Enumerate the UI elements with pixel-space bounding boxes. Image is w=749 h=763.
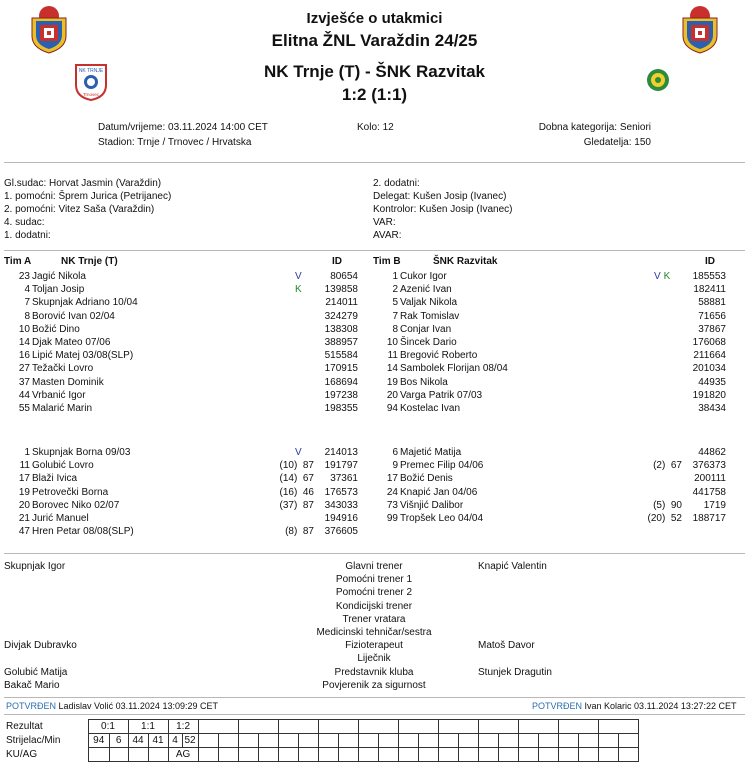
player-row (0, 310, 749, 323)
divider (4, 553, 745, 554)
player-number: 94 (386, 403, 398, 414)
player-name: Borovec Niko 02/07 (32, 499, 120, 511)
divider (4, 714, 745, 715)
player-row (0, 472, 749, 485)
staff-role: Liječnik (357, 653, 391, 665)
substitution-info: (14) 67 (279, 473, 314, 485)
player-number: 23 (18, 271, 30, 282)
team-b-name: ŠNK Razvitak (433, 256, 498, 267)
score-cell: 1:2 (168, 720, 198, 734)
player-id: 80654 (330, 271, 358, 282)
player-row (0, 296, 749, 309)
goalkeeper-badge: V (295, 271, 302, 282)
player-number: 19 (386, 376, 398, 388)
staff-role: Glavni trener (345, 561, 403, 572)
ku-cell: AG (168, 748, 198, 762)
official-line: 1. pomoćni: Šprem Jurica (Petrijanec) (4, 191, 172, 202)
player-name: Majetić Matija (400, 447, 462, 458)
player-name: Težački Lovro (32, 363, 94, 375)
staff-name: Golubić Matija (4, 667, 68, 678)
ku-row-label: KU/AG (6, 748, 38, 760)
player-number: 1 (392, 271, 398, 282)
player-id: 176573 (324, 486, 358, 498)
player-name: Cukor Igor (400, 271, 447, 282)
player-number: 11 (387, 350, 398, 362)
player-id: 182411 (693, 284, 726, 296)
player-number: 4 (24, 284, 30, 296)
scorer-min: 52 (182, 734, 198, 748)
score-cell: 0:1 (88, 720, 128, 734)
player-name: Djak Mateo 07/06 (32, 337, 111, 348)
player-id: 343033 (324, 499, 358, 511)
player-name: Golubić Lovro (32, 460, 94, 472)
ku-cell (109, 748, 128, 762)
ku-cell (148, 748, 168, 762)
player-id: 191820 (692, 389, 726, 401)
player-name: Borović Ivan 02/04 (32, 310, 115, 322)
player-id: 376373 (692, 460, 726, 472)
scorer-cell: 94 (88, 734, 109, 748)
official-line: VAR: (373, 217, 396, 228)
player-name: Premec Filip 04/06 (400, 460, 484, 472)
player-row (0, 349, 749, 362)
divider (4, 162, 745, 163)
player-number: 37 (18, 376, 30, 388)
staff-role: Pomoćni trener 2 (335, 587, 413, 599)
player-name: Rak Tomislav (400, 310, 460, 322)
player-row (0, 402, 749, 415)
player-number: 24 (386, 486, 398, 498)
player-number: 8 (392, 323, 398, 335)
player-name: Kostelac Ivan (400, 403, 461, 414)
player-name: Petrovečki Borna (32, 486, 109, 498)
player-row (0, 512, 749, 525)
player-number: 7 (392, 310, 398, 322)
player-name: Skupnjak Borna 09/03 (32, 447, 131, 458)
substitution-info: (16) 46 (279, 486, 314, 498)
official-line: 2. pomoćni: Vitez Saša (Varaždin) (4, 204, 155, 215)
player-number: 47 (18, 526, 30, 538)
player-name: Sambolek Florijan 08/04 (400, 363, 508, 375)
player-number: 55 (18, 403, 30, 414)
scorer-row-label: Strijelac/Min (6, 734, 61, 746)
scorer-min: 6 (109, 734, 128, 748)
player-name: Conjar Ivan (400, 323, 452, 335)
player-name: Toljan Josip (32, 284, 85, 296)
player-id: 441758 (692, 486, 726, 498)
player-number: 5 (392, 297, 398, 309)
player-name: Bos Nikola (400, 376, 448, 388)
staff-name: Divjak Dubravko (4, 640, 77, 651)
confirm-right (532, 701, 736, 711)
player-id: 188717 (692, 513, 726, 524)
ku-cell (128, 748, 148, 762)
scorer-cell: 4 (168, 734, 182, 748)
player-row (0, 525, 749, 538)
staff-name: Matoš Davor (478, 640, 535, 651)
substitution-info: (5) 90 (653, 499, 682, 511)
official-line: AVAR: (373, 230, 402, 241)
confirm-right-label: POTVRĐEN (532, 701, 583, 711)
official-line: Kontrolor: Kušen Josip (Ivanec) (373, 204, 513, 215)
player-id: 37867 (698, 323, 726, 335)
player-number: 7 (24, 297, 30, 309)
divider (4, 697, 745, 698)
player-id: 515584 (324, 350, 358, 362)
player-name: Blaži Ivica (32, 473, 78, 485)
match-stadium: Stadion: Trnje / Trnovec / Hrvatska (98, 137, 252, 148)
staff-role: Fizioterapeut (345, 640, 403, 652)
player-number: 44 (18, 389, 30, 401)
score-row-label: Rezultat (6, 720, 43, 732)
score-table (4, 719, 639, 762)
player-row (0, 283, 749, 296)
confirm-right-text: Ivan Kolaric 03.11.2024 13:27:22 CET (584, 701, 737, 711)
player-name: Jagić Nikola (32, 271, 86, 282)
player-id: 194916 (324, 513, 358, 524)
confirm-left (6, 701, 218, 711)
player-id: 197238 (324, 389, 358, 401)
player-name: Šincek Dario (400, 337, 457, 348)
player-row (0, 446, 749, 459)
player-name: Valjak Nikola (400, 297, 458, 309)
team-a-crest-label: NK TRNJE (78, 68, 104, 74)
player-number: 11 (19, 460, 30, 472)
player-row (0, 459, 749, 472)
player-number: 17 (18, 473, 30, 485)
official-line: Gl.sudac: Horvat Jasmin (Varaždin) (4, 178, 162, 189)
doc-title: Izvješće o utakmici (306, 10, 443, 27)
player-id: 324279 (324, 310, 358, 322)
substitution-info: (10) 87 (279, 460, 314, 472)
player-number: 1 (24, 447, 30, 458)
player-name: Malarić Marin (32, 403, 93, 414)
player-number: 9 (392, 460, 398, 472)
player-id: 71656 (698, 310, 726, 322)
match-datetime: Datum/vrijeme: 03.11.2024 14:00 CET (98, 122, 268, 133)
player-number: 14 (386, 363, 398, 375)
player-id: 1719 (703, 499, 726, 511)
player-name: Lipić Matej 03/08(SLP) (32, 350, 134, 362)
player-row (0, 270, 749, 283)
player-id: 170915 (324, 363, 358, 375)
player-id: 38434 (698, 403, 726, 414)
player-id: 176068 (692, 337, 726, 348)
player-row (0, 323, 749, 336)
goalkeeper-badge: V (654, 271, 661, 282)
substitution-info: (2) 67 (653, 460, 682, 472)
staff-role: Kondicijski trener (335, 600, 413, 612)
substitution-info: (8) 87 (285, 526, 314, 538)
player-id: 168694 (324, 376, 358, 388)
official-line: 1. dodatni: (4, 230, 51, 241)
team-b-label: Tim B (373, 256, 401, 267)
player-name: Višnjić Dalibor (400, 499, 464, 511)
player-id: 44862 (698, 447, 726, 458)
player-number: 20 (386, 389, 398, 401)
player-id: 211664 (693, 350, 726, 362)
player-id: 191797 (324, 460, 358, 472)
score-cell: 1:1 (128, 720, 168, 734)
player-number: 17 (386, 473, 398, 485)
player-name: Jurić Manuel (32, 513, 89, 524)
player-name: Knapić Jan 04/06 (400, 486, 478, 498)
player-name: Skupnjak Adriano 10/04 (32, 297, 138, 309)
ku-cell (88, 748, 109, 762)
scorer-cell: 44 (128, 734, 148, 748)
captain-badge: K (663, 271, 671, 282)
player-name: Bregović Roberto (400, 350, 478, 362)
player-id: 37361 (330, 473, 358, 485)
captain-badge: K (295, 284, 302, 296)
player-id: 214013 (324, 447, 358, 458)
player-row (0, 336, 749, 349)
staff-role: Predstavnik kluba (334, 666, 414, 678)
official-line: 4. sudac: (4, 217, 45, 228)
player-number: 19 (18, 486, 30, 498)
player-row (0, 376, 749, 389)
player-name: Hren Petar 08/08(SLP) (32, 526, 134, 538)
player-number: 8 (24, 310, 30, 322)
team-a-label: Tim A (4, 256, 32, 267)
substitution-info: (37) 87 (279, 499, 314, 511)
player-name: Božić Dino (32, 323, 80, 335)
player-id: 388957 (324, 337, 358, 348)
staff-name: Skupnjak Igor (4, 561, 66, 572)
divider (4, 250, 745, 251)
player-id: 214011 (325, 297, 358, 309)
player-row (0, 362, 749, 375)
staff-role: Pomoćni trener 1 (335, 574, 413, 586)
player-number: 10 (386, 337, 398, 348)
substitution-info: (20) 52 (647, 513, 682, 524)
player-number: 16 (18, 350, 30, 362)
team-b-id-header: ID (705, 256, 715, 267)
confirm-left-text: Ladislav Volić 03.11.2024 13:09:29 CET (58, 701, 218, 711)
spectators: Gledatelja: 150 (583, 137, 651, 148)
player-id: 201034 (692, 363, 726, 375)
staff-role: Medicinski tehničar/sestra (316, 627, 432, 638)
league-title: Elitna ŽNL Varaždin 24/25 (271, 31, 478, 50)
staff-role: Povjerenik za sigurnost (322, 679, 426, 691)
staff-name: Stunjek Dragutin (478, 667, 552, 678)
player-number: 14 (18, 337, 30, 348)
player-id: 139858 (324, 284, 358, 296)
player-number: 20 (18, 499, 30, 511)
player-row (0, 499, 749, 512)
player-number: 10 (18, 323, 30, 335)
confirm-left-label: POTVRĐEN (6, 701, 57, 711)
match-title: NK Trnje (T) - ŠNK Razvitak (263, 62, 486, 81)
player-name: Vrbanić Igor (32, 389, 86, 401)
player-number: 2 (392, 284, 398, 296)
player-name: Azenić Ivan (400, 284, 452, 296)
staff-name: Bakač Mario (4, 680, 60, 691)
team-a-id-header: ID (332, 256, 342, 267)
staff-role: Trener vratara (342, 613, 406, 625)
match-result: 1:2 (1:1) (341, 85, 408, 104)
player-badges (654, 270, 673, 283)
team-a-crest-place: Trnovec (82, 92, 100, 97)
official-line: 2. dodatni: (373, 178, 420, 189)
player-id: 198355 (324, 403, 358, 414)
player-row (0, 389, 749, 402)
age-category: Dobna kategorija: Seniori (538, 122, 651, 133)
player-id: 376605 (324, 526, 358, 538)
player-id: 138308 (324, 323, 358, 335)
player-id: 58881 (698, 297, 726, 309)
official-line: Delegat: Kušen Josip (Ivanec) (373, 191, 507, 202)
player-number: 6 (392, 447, 398, 458)
player-number: 99 (386, 513, 398, 524)
player-number: 73 (386, 499, 398, 511)
player-number: 27 (18, 363, 30, 375)
player-number: 21 (18, 513, 30, 524)
player-name: Tropšek Leo 04/04 (400, 513, 484, 524)
team-a-name: NK Trnje (T) (61, 256, 118, 267)
player-row (0, 486, 749, 499)
match-round: Kolo: 12 (357, 122, 394, 133)
scorer-min: 41 (148, 734, 168, 748)
player-name: Masten Dominik (32, 376, 104, 388)
player-name: Varga Patrik 07/03 (400, 389, 483, 401)
player-id: 44935 (698, 376, 726, 388)
player-id: 185553 (692, 271, 726, 282)
goalkeeper-badge: V (295, 447, 302, 458)
staff-name: Knapić Valentin (478, 561, 547, 572)
player-id: 200111 (694, 473, 726, 485)
player-name: Božić Denis (400, 473, 453, 485)
